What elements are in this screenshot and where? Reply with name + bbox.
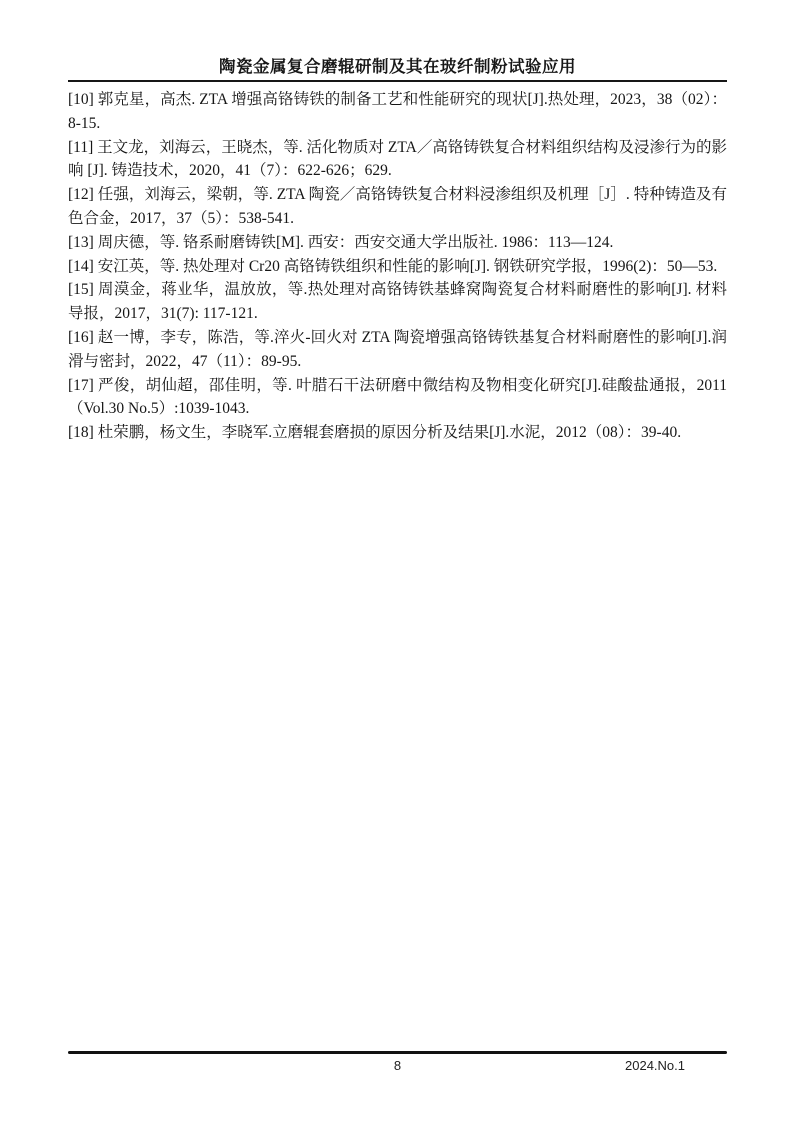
page-number: 8 [393, 1058, 402, 1073]
reference-item: [15] 周漠金，蒋业华，温放放，等.热处理对高铬铸铁基蜂窝陶瓷复合材料耐磨性的影响[J]. 材料导报，2017，31(7): 117-121. [68, 281, 727, 323]
footer-rule [68, 1051, 727, 1054]
references-list [68, 88, 727, 445]
reference-item: [18] 杜荣鹏，杨文生，李晓军.立磨辊套磨损的原因分析及结果[J].水泥，2012（08）：39-40. [68, 424, 682, 442]
reference-item: [11] 王文龙，刘海云，王晓杰，等. 活化物质对 ZTA／高铬铸铁复合材料组织结构及浸渗行为的影响 [J]. 铸造技术，2020，41（7）：622-626；629. [68, 138, 727, 180]
page-footer [68, 1058, 727, 1078]
reference-item: [14] 安江英，等. 热处理对 Cr20 高铬铸铁组织和性能的影响[J]. 钢铁研究学报，1996(2)：50—53. [68, 257, 718, 275]
reference-item: [12] 任强，刘海云，梁朝，等. ZTA 陶瓷／高铬铸铁复合材料浸渗组织及机理［J］. 特种铸造及有色合金，2017，37（5）：538-541. [68, 186, 727, 227]
reference-item: [16] 赵一博，李专，陈浩，等.淬火-回火对 ZTA 陶瓷增强高铬铸铁基复合材料耐磨性的影响[J].润滑与密封，2022，47（11）：89-95. [68, 328, 727, 370]
header-rule [68, 80, 727, 82]
reference-item: [13] 周庆德，等. 铬系耐磨铸铁[M]. 西安：西安交通大学出版社. 1986：113—124. [68, 233, 614, 251]
page-title: 陶瓷金属复合磨辊研制及其在玻纤制粉试验应用 [219, 57, 576, 76]
page-content [68, 0, 727, 445]
reference-item: [10] 郭克星，高杰. ZTA 增强高铬铸铁的制备工艺和性能研究的现状[J].热处理，2023，38（02）：8-15. [68, 91, 727, 132]
reference-item: [17] 严俊，胡仙超，邵佳明，等. 叶腊石干法研磨中微结构及物相变化研究[J].硅酸盐通报，2011（Vol.30 No.5）:1039-1043. [68, 376, 727, 418]
issue-label: 2024.No.1 [625, 1058, 685, 1073]
